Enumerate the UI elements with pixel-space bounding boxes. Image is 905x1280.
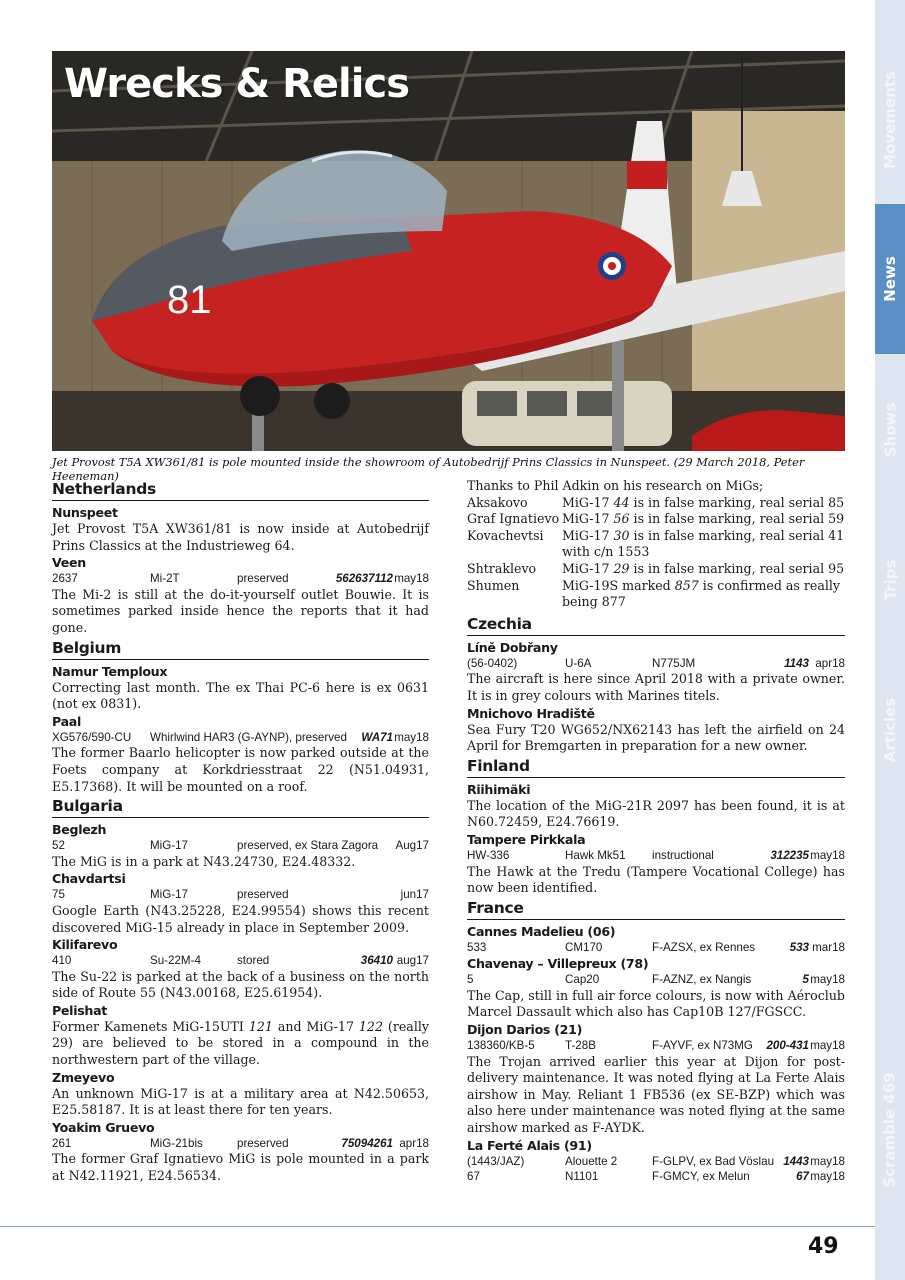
left-column (52, 478, 429, 1185)
mig-list-row (467, 561, 845, 578)
place-heading: Yoakim Gruevo (52, 1119, 155, 1135)
place-heading: La Ferté Alais (91) (467, 1137, 592, 1153)
mig-list-row (467, 578, 845, 611)
place-heading: Paal (52, 713, 82, 729)
place-heading: Cannes Madelieu (06) (467, 923, 616, 939)
place-heading: Kilifarevo (52, 937, 118, 953)
aircraft-data-row: 2637 Mi-2T preserved 562637112 may18 (52, 572, 429, 586)
place-heading: Mnichovo Hradiště (467, 705, 595, 721)
mig-note: MiG-17 30 is in false marking, real serial 41 with c/n 1553 (562, 527, 845, 560)
place-heading: Beglezh (52, 822, 107, 838)
entry-text: The Cap, still in full air force colours, is now with Aéroclub Marcel Dassault which also has Cap10B 127/FGSCC. (467, 987, 845, 1020)
entry-text: The former Baarlo helicopter is now parked outside at the Foets company at Korkdriesstraat 22 (N51.04931, E5.17368). It will be mounted on a roof. (52, 745, 429, 794)
mig-list-row (467, 495, 845, 512)
country-heading: Bulgaria (52, 797, 429, 818)
tab-movements[interactable]: Movements (881, 71, 900, 169)
mig-note: MiG-17 29 is in false marking, real serial 95 (562, 560, 845, 576)
mig-note: MiG-17 56 is in false marking, real serial 59 (562, 511, 845, 527)
tab-trips[interactable]: Trips (881, 559, 900, 601)
entry-text: The Su-22 is parked at the back of a business on the north side of Route 55 (N43.00168, E25.61954). (52, 968, 429, 1001)
mig-list-row (467, 511, 845, 528)
aircraft-data-row: 261 MiG-21bis preserved 75094261 apr18 (52, 1136, 429, 1150)
entry-text: Former Kamenets MiG-15UTI 121 and MiG-17 122 (really 29) are believed to be stored in a compound in the northwestern part of the village. (52, 1018, 429, 1068)
tab-scramble[interactable]: Scramble 469 (881, 1072, 899, 1188)
place-heading: Dijon Darios (21) (467, 1022, 583, 1038)
thanks-note: Thanks to Phil Adkin on his research on MiGs; (467, 478, 764, 493)
entry-text: The MiG is in a park at N43.24730, E24.48332. (52, 853, 356, 869)
aircraft-data-row: 75 MiG-17 preserved jun17 (52, 888, 429, 902)
entry-text: Google Earth (N43.25228, E24.99554) shows this recent discovered MiG-15 already in place in September 2009. (52, 902, 429, 935)
mig-note: MiG-17 44 is in false marking, real serial 85 (562, 494, 845, 510)
place-heading: Chavdartsi (52, 871, 126, 887)
aircraft-data-row: 5 Cap20 F-AZNZ, ex Nangis 5 may18 (467, 973, 845, 987)
entry-text: The Mi-2 is still at the do-it-yourself outlet Bouwie. It is sometimes parked inside hence the reports that it had gone. (52, 586, 429, 635)
footer-rule (0, 1226, 875, 1227)
mig-place: Graf Ignatievo (467, 511, 560, 527)
entry-text: An unknown MiG-17 is at a military area at N42.50653, E25.58187. It is at least there for ten years. (52, 1085, 429, 1118)
aircraft-data-row: HW-336 Hawk Mk51 instructional 312235 may18 (467, 848, 845, 862)
entry-text: Jet Provost T5A XW361/81 is now inside at Autobedrijf Prins Classics at the Industrieweg 64. (52, 521, 429, 553)
entry-text: The aircraft is here since April 2018 with a private owner. It is in grey colours with Marines titels. (467, 671, 845, 703)
aircraft-data-row: XG576/590-CU Whirlwind HAR3 (G-AYNP), preserved WA71 may18 (52, 730, 429, 744)
country-heading: Czechia (467, 615, 845, 636)
photo-caption: Jet Provost T5A XW361/81 is pole mounted inside the showroom of Autobedrijf Prins Classics in Nunspeet. (29 March 2018, Peter Heeneman) (52, 455, 805, 483)
right-column (467, 478, 845, 1185)
place-heading: Namur Temploux (52, 663, 168, 679)
entry-text: The former Graf Ignatievo MiG is pole mounted in a park at N42.11921, E24.56534. (52, 1151, 429, 1184)
mig-place: Aksakovo (467, 494, 528, 510)
mig-list (467, 495, 845, 611)
header-photo (52, 51, 845, 451)
place-heading: Nunspeet (52, 505, 118, 520)
country-heading: Finland (467, 757, 845, 778)
country-heading: Netherlands (52, 480, 429, 501)
country-heading: France (467, 899, 845, 920)
entry-text: Sea Fury T20 WG652/NX62143 has left the airfield on 24 April for Bremgarten in preparation for a new owner. (467, 721, 845, 754)
mig-note: MiG-19S marked 857 is confirmed as really being 877 (562, 577, 841, 610)
aircraft-data-row: 410 Su-22M-4 stored 36410 aug17 (52, 954, 429, 968)
place-heading: Riihimäki (467, 781, 531, 797)
mig-place: Shtraklevo (467, 560, 537, 576)
mig-place: Kovachevtsi (467, 527, 544, 543)
mig-list-row (467, 528, 845, 561)
tab-articles[interactable]: Articles (881, 697, 900, 763)
place-heading: Chavenay – Villepreux (78) (467, 956, 649, 972)
entry-text: The Hawk at the Tredu (Tampere Vocational College) has now been identified. (467, 863, 845, 896)
nose-number: 81 (167, 278, 212, 322)
place-heading: Zmeyevo (52, 1069, 115, 1085)
tab-shows[interactable]: Shows (881, 402, 900, 458)
aircraft-data-row: 67 N1101 F-GMCY, ex Melun 67 may18 (467, 1170, 845, 1184)
mig-place: Shumen (467, 577, 520, 593)
section-tab-bar (875, 0, 905, 1280)
entry-text: Correcting last month. The ex Thai PC-6 here is ex 0631 (not ex 0831). (52, 679, 429, 712)
aircraft-data-row: (1443/JAZ) Alouette 2 F-GLPV, ex Bad Vöslau 1443 may18 (467, 1154, 845, 1168)
country-heading: Belgium (52, 639, 429, 660)
place-heading: Tampere Pirkkala (467, 831, 586, 847)
aircraft-data-row: 52 MiG-17 preserved, ex Stara Zagora Aug17 (52, 839, 429, 853)
place-heading: Líně Dobřany (467, 639, 558, 655)
jet-provost-illustration (52, 51, 845, 451)
entry-text: The Trojan arrived earlier this year at Dijon for post- delivery maintenance. It was noted flying at La Ferte Alais airshow in May. Reliant 1 FB536 (ex SE-BZP) which was also here under maintenance was noted flying at the same airshow marked as F-AYDK. (467, 1053, 845, 1136)
page-title: Wrecks & Relics (64, 61, 409, 107)
place-heading: Pelishat (52, 1002, 107, 1018)
aircraft-data-row: 533 CM170 F-AZSX, ex Rennes 533 mar18 (467, 940, 845, 954)
aircraft-data-row: (56-0402) U-6A N775JM 1143 apr18 (467, 656, 845, 670)
page-number: 49 (808, 1234, 839, 1259)
tab-news[interactable]: News (875, 204, 905, 354)
aircraft-data-row: 138360/KB-5 T-28B F-AYVF, ex N73MG 200-431 may18 (467, 1039, 845, 1053)
entry-text: The location of the MiG-21R 2097 has been found, it is at N60.72459, E24.76619. (467, 797, 845, 830)
place-heading: Veen (52, 555, 86, 571)
